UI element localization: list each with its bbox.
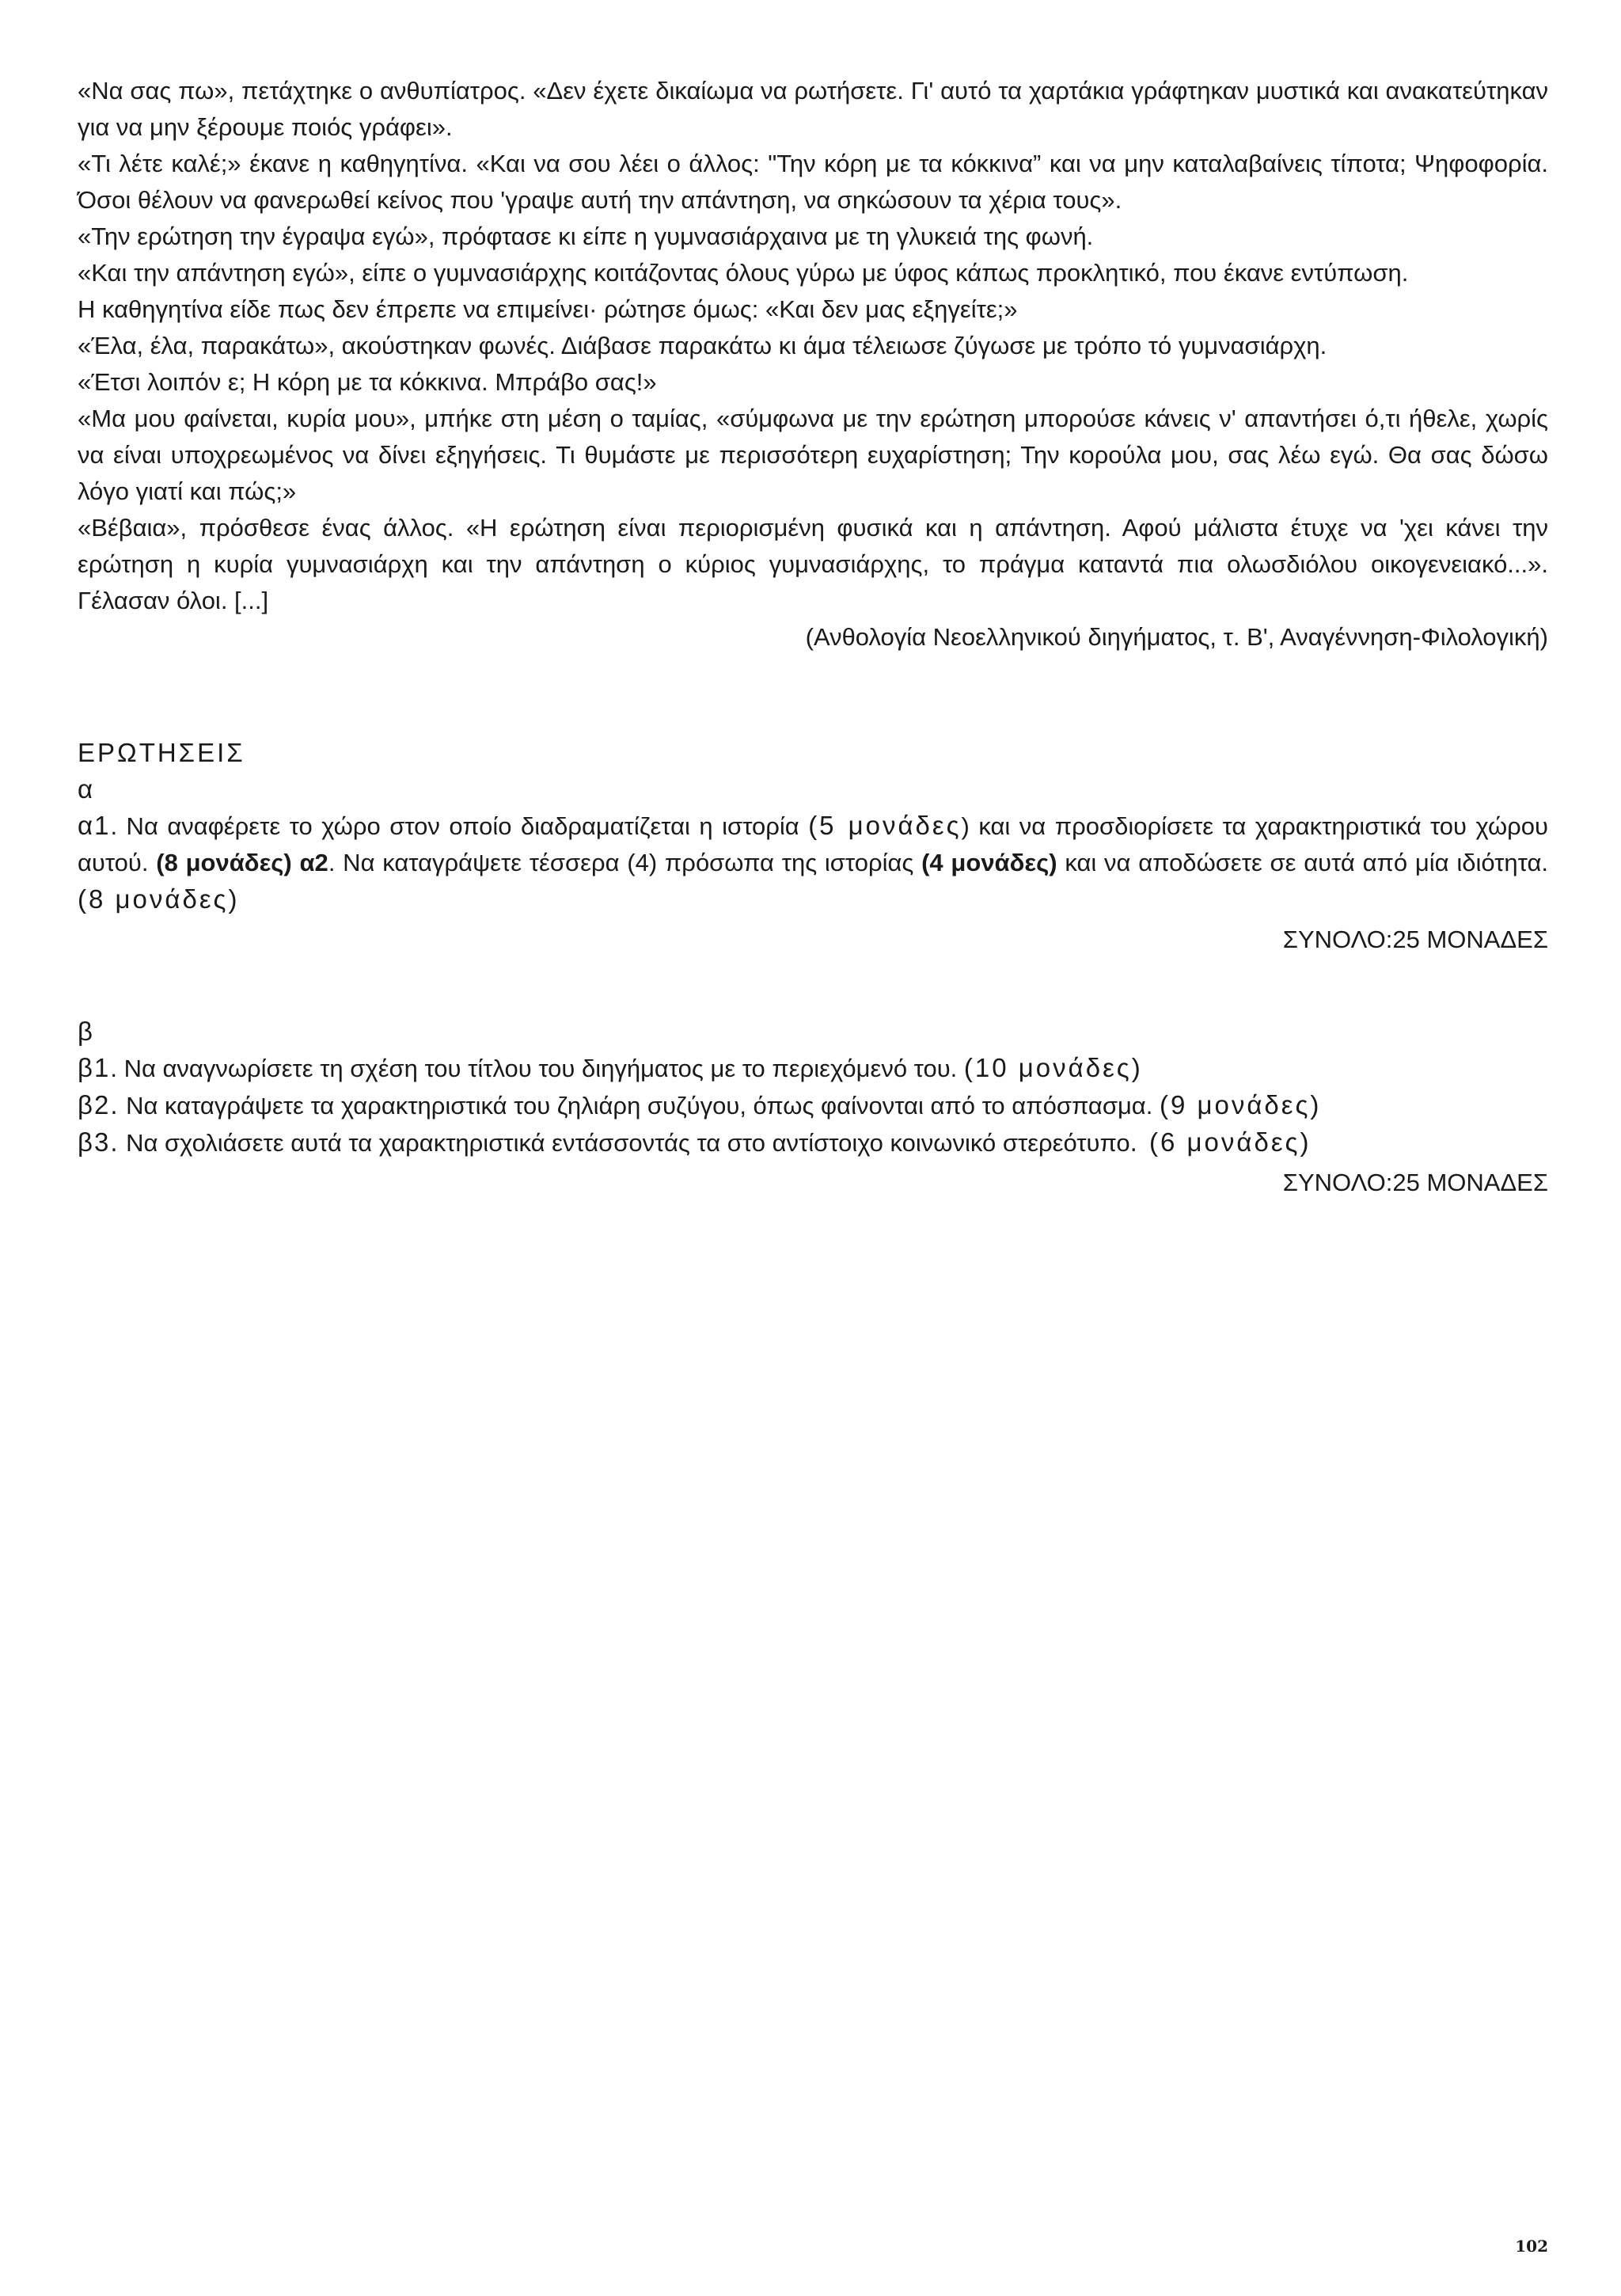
question-b3-points: . (6 μονάδες): [1129, 1127, 1312, 1157]
question-a1-text: ) και να προσδιορίσετε τα χαρακτηριστικά του χώρου αυτού.: [78, 812, 1548, 876]
story-paragraph: «Μα μου φαίνεται, κυρία μου», μπήκε στη μέση ο ταμίας, «σύμφωνα με την ερώτηση μπορούσε κάνεις ν' απαντήσει ό,τι ήθελε, χωρίς να είναι υποχρεωμένος να δίνει εξηγήσεις. Τι θυμάστε με περισσότερη ευχαρίστηση; Την κορούλα μου, σας λέω εγώ. Θα σας δώσω λόγο γιατί και πώς;»: [78, 405, 1548, 505]
document-page: [78, 73, 1548, 1201]
questions-heading: ΕΡΩΤΗΣΕΙΣ: [78, 738, 245, 767]
question-a1-points: (8 μονάδες): [156, 849, 292, 876]
question-group-b: [78, 1013, 1548, 1201]
story-paragraph: «Έλα, έλα, παρακάτω», ακούστηκαν φωνές. Διάβασε παρακάτω κι άμα τέλειωσε ζύγωσε με τρόπο τό γυμνασιάρχη.: [78, 332, 1327, 359]
question-a1-text: . Να αναφέρετε το χώρο στον οποίο διαδραματίζεται η ιστορία: [110, 812, 809, 840]
question-b3-text: Να σχολιάσετε αυτά τα χαρακτηριστικά εντάσσοντάς τα στο αντίστοιχο κοινωνικό στερεότυπο: [119, 1129, 1130, 1157]
story-paragraph: «Βέβαια», πρόσθεσε ένας άλλος. «Η ερώτηση είναι περιορισμένη φυσικά και η απάντηση. Αφού μάλιστα έτυχε να 'χει κάνει την ερώτηση η κυρία γυμνασιάρχη και την απάντηση ο κύριος γυμνασιάρχης, το πράγμα καταντά πια ολωσδιόλου οικογενειακό...». Γέλασαν όλοι. [...]: [78, 514, 1548, 614]
group-b-total: ΣΥΝΟΛΟ:25 ΜΟΝΑΔΕΣ: [1282, 1169, 1548, 1196]
question-b1-text: . Να αναγνωρίσετε τη σχέση του τίτλου του διηγήματος με το περιεχόμενό του.: [110, 1055, 964, 1082]
story-paragraph: «Να σας πω», πετάχτηκε ο ανθυπίατρος. «Δεν έχετε δικαίωμα να ρωτήσετε. Γι' αυτό τα χαρτάκια γράφτηκαν μυστικά και ανακατεύτηκαν για να μην ξέρουμε ποιός γράφει».: [78, 77, 1548, 141]
question-b3-label: β3.: [78, 1127, 120, 1157]
question-b2-label: β2.: [78, 1090, 120, 1119]
question-a2-points: (4 μονάδες): [921, 849, 1057, 876]
question-b1: [78, 1050, 1548, 1087]
questions-section: [78, 735, 1548, 1201]
story-paragraph: «Έτσι λοιπόν ε; Η κόρη με τα κόκκινα. Μπράβο σας!»: [78, 368, 657, 396]
question-a1-label: α1: [78, 811, 111, 840]
group-a-total: ΣΥΝΟΛΟ:25 ΜΟΝΑΔΕΣ: [1282, 926, 1548, 953]
source-citation: (Ανθολογία Νεοελληνικού διηγήματος, τ. Β', Αναγέννηση-Φιλολογική): [805, 623, 1548, 651]
question-b2-points: (9 μονάδες): [1159, 1090, 1322, 1119]
question-b1-points: (10 μονάδες): [963, 1053, 1143, 1082]
story-paragraph: «Τι λέτε καλέ;» έκανε η καθηγητίνα. «Και να σου λέει ο άλλος: "Την κόρη με τα κόκκινα” και να μην καταλαβαίνεις τίποτα; Ψηφοφορία. Όσοι θέλουν να φανερωθεί κείνος που 'γραψε αυτή την απάντηση, να σηκώσουν τα χέρια τους».: [78, 150, 1548, 214]
question-group-a: [78, 771, 1548, 958]
question-a2-text: . Να καταγράψετε τέσσερα (4) πρόσωπα της ιστορίας: [328, 849, 922, 876]
question-b1-label: β1: [78, 1053, 111, 1082]
page-number: 102: [1515, 2237, 1548, 2256]
story-excerpt: [78, 73, 1548, 656]
story-paragraph: «Την ερώτηση την έγραψα εγώ», πρόφτασε κι είπε η γυμνασιάρχαινα με τη γλυκειά της φωνή.: [78, 222, 1094, 250]
question-a-block: [78, 808, 1548, 918]
story-paragraph: Η καθηγητίνα είδε πως δεν έπρεπε να επιμείνει· ρώτησε όμως: «Και δεν μας εξηγείτε;»: [78, 295, 1018, 323]
question-a1-points: (5 μονάδες: [808, 811, 962, 840]
question-b3: [78, 1124, 1548, 1161]
question-a2-text: και να αποδώσετε σε αυτά από μία ιδιότητα.: [1057, 849, 1548, 876]
question-b2: [78, 1087, 1548, 1124]
group-b-letter: β: [78, 1017, 93, 1046]
group-a-letter: α: [78, 774, 93, 804]
question-b2-text: Να καταγράψετε τα χαρακτηριστικά του ζηλιάρη συζύγου, όπως φαίνονται από το απόσπασμα.: [119, 1092, 1160, 1119]
question-a2-points: (8 μονάδες): [78, 884, 240, 914]
story-paragraph: «Και την απάντηση εγώ», είπε ο γυμνασιάρχης κοιτάζοντας όλους γύρω με ύφος κάπως προκλητικό, που έκανε εντύπωση.: [78, 259, 1409, 287]
question-a2-label: α2: [299, 849, 328, 876]
